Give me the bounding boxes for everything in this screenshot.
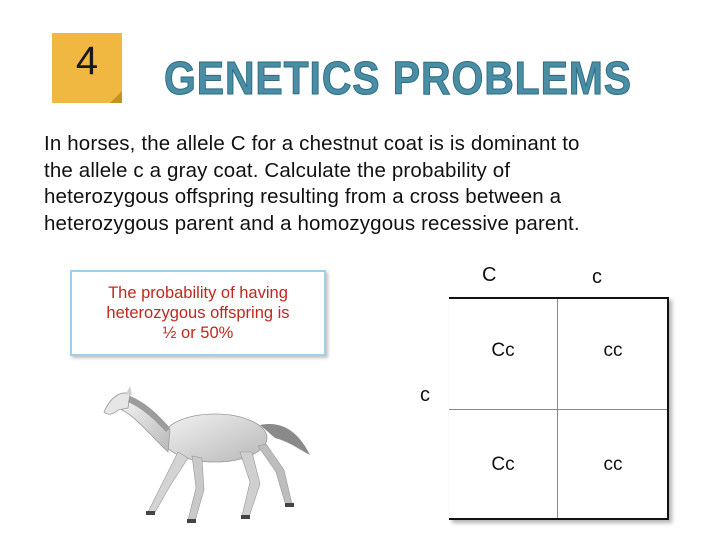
problem-line: In horses, the allele C for a chestnut coat is is dominant to	[44, 132, 580, 155]
slide-number-badge	[52, 33, 124, 105]
punnett-cell: Cc	[491, 454, 515, 475]
punnett-col-header-1: C	[482, 264, 497, 286]
page-title	[162, 50, 642, 110]
problem-text	[44, 131, 684, 237]
grid-divider-horizontal	[449, 409, 667, 410]
problem-line: heterozygous parent and a homozygous recessive parent.	[44, 211, 580, 235]
punnett-col-header-2: c	[592, 266, 602, 288]
problem-line: the allele c a gray coat. Calculate the probability of	[44, 158, 511, 182]
horse-illustration	[100, 380, 320, 530]
punnett-cell: Cc	[491, 340, 515, 361]
punnett-cell: cc	[603, 340, 623, 361]
problem-line: heterozygous offspring resulting from a cross between a	[44, 185, 562, 208]
slide-number: 4	[75, 39, 99, 83]
answer-line: ½ or 50%	[162, 324, 234, 342]
punnett-row-header-1: c	[420, 384, 430, 406]
page-title-text: GENETICS PROBLEMS	[164, 52, 632, 104]
answer-line: The probability of having	[108, 284, 288, 302]
answer-line: heterozygous offspring is	[106, 304, 290, 322]
answer-box	[70, 270, 326, 356]
punnett-square	[449, 297, 669, 520]
punnett-cell: cc	[603, 454, 623, 475]
